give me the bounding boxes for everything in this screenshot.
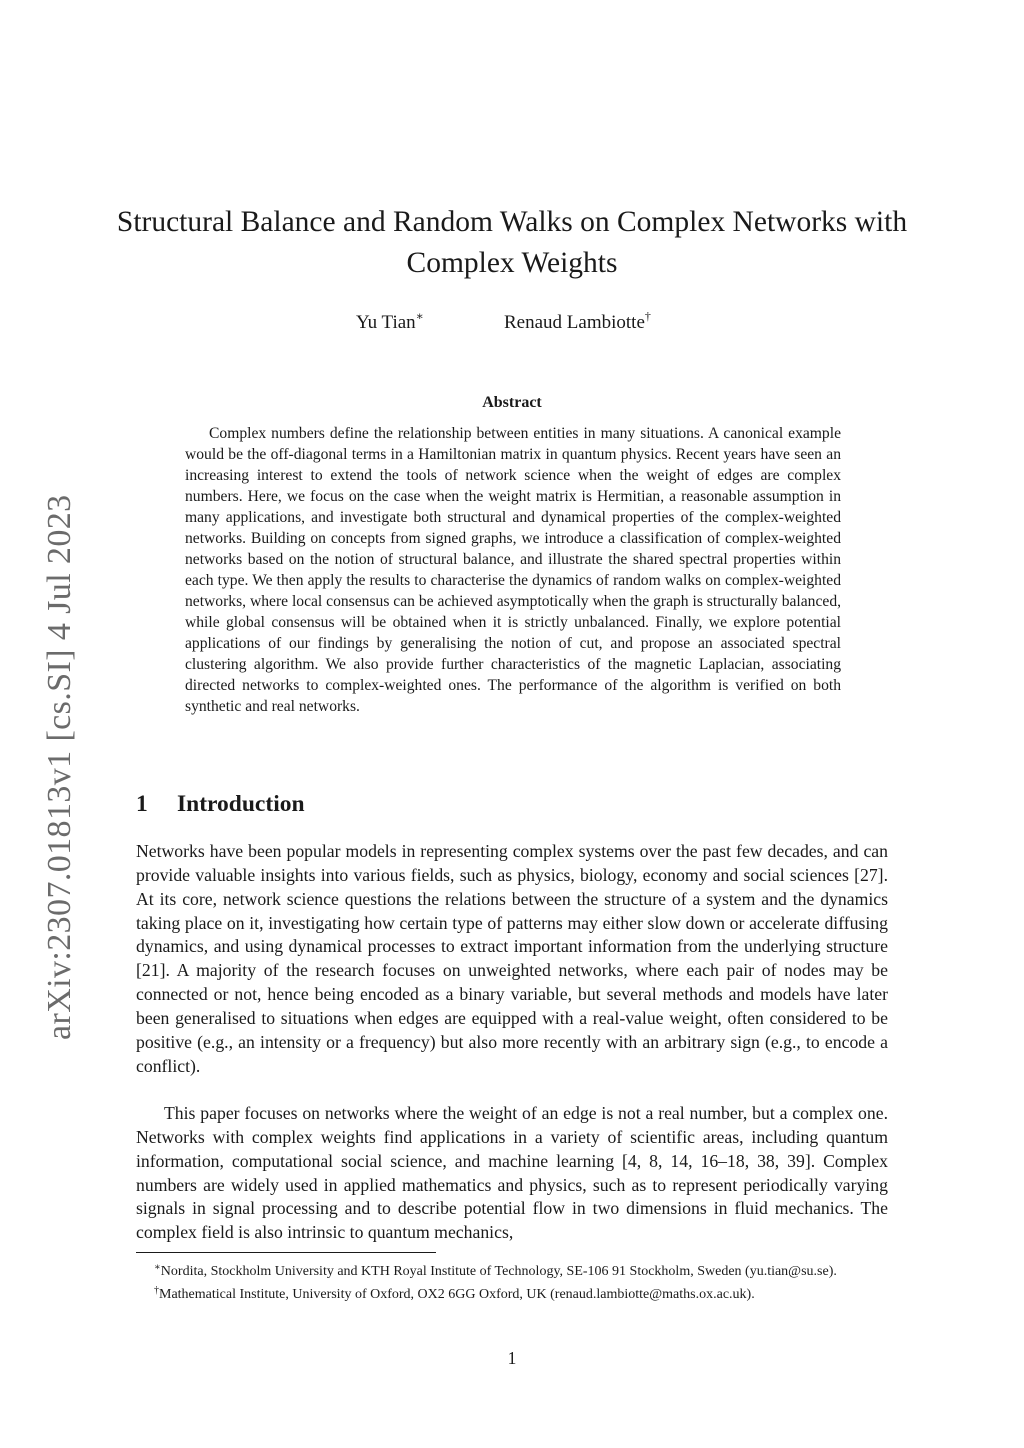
arxiv-identifier-stamp: arXiv:2307.01813v1 [cs.SI] 4 Jul 2023 xyxy=(41,494,78,1040)
footnote-marker: ∗ xyxy=(415,309,424,323)
footnote-divider xyxy=(136,1252,436,1253)
section-number: 1 xyxy=(136,791,148,817)
footnote-text: Mathematical Institute, University of Oxford, OX2 6GG Oxford, UK (renaud.lambiotte@maths.ox.ac.uk). xyxy=(159,1287,755,1302)
body-paragraph: This paper focuses on networks where the weight of an edge is not a real number, but a complex one. Networks with complex weights find applications in a variety of scientific areas, including quantum information, computational social science, and machine learning [4, 8, 14, 16–18, 38, 39]. Complex numbers are widely used in applied mathematics and physics, such as to represent periodically varying signals in signal processing and to describe potential flow in two dimensions in fluid mechanics. The complex field is also intrinsic to quantum mechanics, xyxy=(136,1103,888,1243)
footnote xyxy=(136,1258,888,1281)
page-number: 1 xyxy=(507,1348,517,1368)
author-name: Yu Tian∗ xyxy=(356,309,424,333)
section-title: Introduction xyxy=(177,791,305,817)
footnote-marker: ∗ xyxy=(154,1262,161,1273)
abstract-heading: Abstract xyxy=(482,394,542,411)
footnote-marker: † xyxy=(154,1285,159,1296)
footnote-marker: † xyxy=(644,309,651,323)
footnote xyxy=(136,1281,888,1304)
abstract-text: Complex numbers define the relationship between entities in many situations. A canonical example would be the off-diagonal terms in a Hamiltonian matrix in quantum physics. Recent years have seen an increasing interest to extend the tools of network science when the weight of edges are complex numbers. Here, we focus on the case when the weight matrix is Hermitian, a reasonable assumption in many applications, and investigate both structural and dynamical properties of the complex-weighted networks. Building on concepts from signed graphs, we introduce a classification of complex-weighted networks based on the notion of structural balance, and illustrate the shared spectral properties within each type. We then apply the results to characterise the dynamics of random walks on complex-weighted networks, where local consensus can be achieved asymptotically when the graph is structurally balanced, while global consensus will be obtained when it is strictly unbalanced. Finally, we explore potential applications of our findings by generalising the notion of cut, and propose an associated spectral clustering algorithm. We also provide further characteristics of the magnetic Laplacian, associating directed networks to complex-weighted ones. The performance of the algorithm is verified on both synthetic and real networks. xyxy=(185,425,842,715)
author-name: Renaud Lambiotte† xyxy=(504,309,651,333)
paper-title: Structural Balance and Random Walks on Complex Networks with Complex Weights xyxy=(116,206,908,279)
footnotes xyxy=(136,1258,888,1304)
footnote-text: Nordita, Stockholm University and KTH Royal Institute of Technology, SE-106 91 Stockholm, Sweden (yu.tian@su.se). xyxy=(160,1264,837,1279)
section-heading xyxy=(136,791,305,818)
body-paragraph: Networks have been popular models in representing complex systems over the past few decades, and can provide valuable insights into various fields, such as physics, biology, economy and social sciences [27]. At its core, network science questions the relations between the structure of a system and the dynamics taking place on it, investigating how certain type of patterns may either slow down or accelerate diffusing dynamics, and using dynamical processes to extract important information from the underlying structure [21]. A majority of the research focuses on unweighted networks, where each pair of nodes may be connected or not, hence being encoded as a binary variable, but several methods and models have later been generalised to situations when edges are equipped with a real-value weight, often considered to be positive (e.g., an intensity or a frequency) but also more recently with an arbitrary sign (e.g., to encode a conflict). xyxy=(136,841,888,1076)
